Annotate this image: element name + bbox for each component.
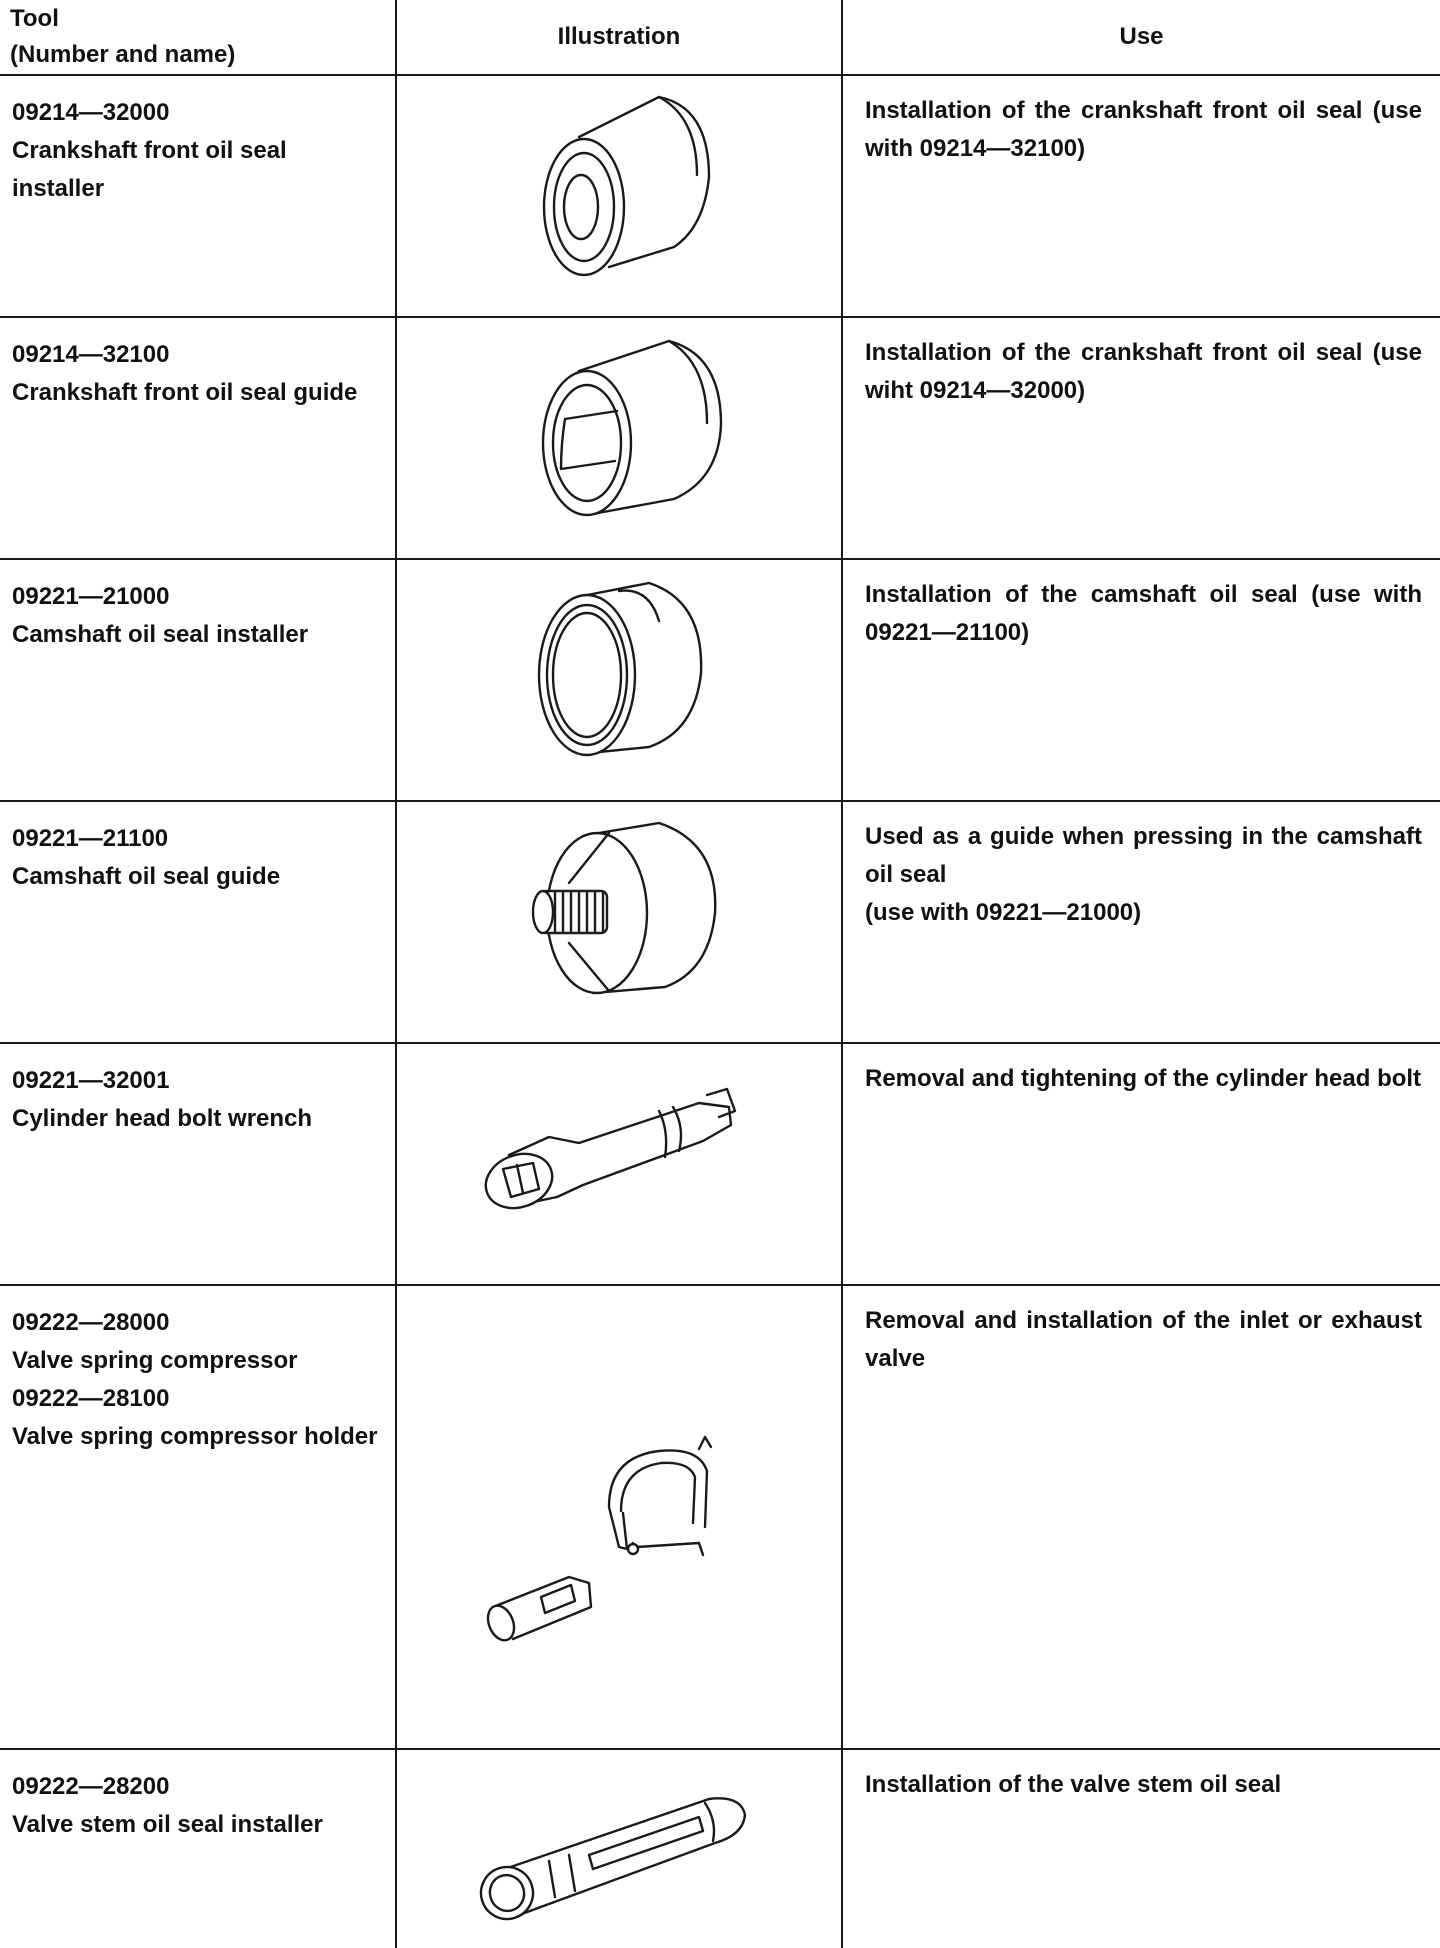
tool-name-2: Valve spring compressor holder [12, 1423, 378, 1450]
use-line2: (use with 09221—21000) [865, 899, 1142, 926]
table-row [0, 801, 1440, 1043]
seal-installer-sleeve-icon [469, 77, 769, 277]
table-row [0, 1749, 1440, 1948]
tool-number: 09214—32100 [12, 341, 170, 368]
tool-cell [0, 1285, 396, 1749]
table-row [0, 1043, 1440, 1285]
table-row [0, 317, 1440, 559]
tool-cell [0, 559, 396, 801]
valve-spring-compressor-icon [459, 1397, 779, 1697]
illustration-cell [396, 75, 842, 317]
use-cell: Installation of the crankshaft front oil seal (use wiht 09214—32000) [842, 317, 1440, 559]
tool-number: 09214—32000 [12, 99, 170, 126]
header-use: Use [842, 0, 1440, 75]
tool-cell [0, 317, 396, 559]
use-cell: Removal and installation of the inlet or exhaust valve [842, 1285, 1440, 1749]
tool-name: Cylinder head bolt wrench [12, 1105, 313, 1132]
tool-number: 09221—21100 [12, 825, 169, 852]
valve-stem-seal-installer-icon [459, 1751, 779, 1931]
tool-cell [0, 1043, 396, 1285]
tool-number-2: 09222—28100 [12, 1385, 170, 1412]
illustration-cell [396, 1749, 842, 1948]
camshaft-seal-guide-icon [469, 803, 769, 1003]
illustration-cell [396, 559, 842, 801]
tool-number: 09222—28000 [12, 1309, 170, 1336]
illustration-cell [396, 801, 842, 1043]
tool-name: Camshaft oil seal installer [12, 621, 309, 648]
bolt-wrench-icon [459, 1045, 779, 1245]
table-header-row [0, 0, 1440, 75]
tool-name: Crankshaft front oil seal guide [12, 379, 358, 406]
header-illustration: Illustration [396, 0, 842, 75]
header-tool [0, 0, 396, 75]
tool-cell [0, 75, 396, 317]
use-line1: Used as a guide when pressing in the camshaft oil seal [865, 823, 1422, 888]
tool-name: Valve spring compressor [12, 1347, 298, 1374]
tool-number: 09222—28200 [12, 1773, 170, 1800]
illustration-cell [396, 317, 842, 559]
tool-number: 09221—21000 [12, 583, 170, 610]
tool-name: Crankshaft front oil seal installer [12, 137, 287, 202]
use-cell: Installation of the camshaft oil seal (use with 09221—21100) [842, 559, 1440, 801]
tool-number: 09221—32001 [12, 1067, 170, 1094]
tool-cell [0, 1749, 396, 1948]
header-tool-line1: Tool [10, 5, 59, 32]
table-row [0, 559, 1440, 801]
table-row [0, 75, 1440, 317]
tool-cell [0, 801, 396, 1043]
use-cell: Removal and tightening of the cylinder head bolt [842, 1043, 1440, 1285]
header-tool-line2: (Number and name) [10, 41, 236, 68]
use-cell: Installation of the crankshaft front oil seal (use with 09214—32100) [842, 75, 1440, 317]
seal-guide-cylinder-icon [469, 319, 769, 519]
use-cell [842, 801, 1440, 1043]
tool-name: Camshaft oil seal guide [12, 863, 281, 890]
illustration-cell [396, 1043, 842, 1285]
tool-name: Valve stem oil seal installer [12, 1811, 323, 1838]
table-row [0, 1285, 1440, 1749]
illustration-cell [396, 1285, 842, 1749]
use-cell: Installation of the valve stem oil seal [842, 1749, 1440, 1948]
camshaft-seal-installer-icon [469, 561, 769, 761]
